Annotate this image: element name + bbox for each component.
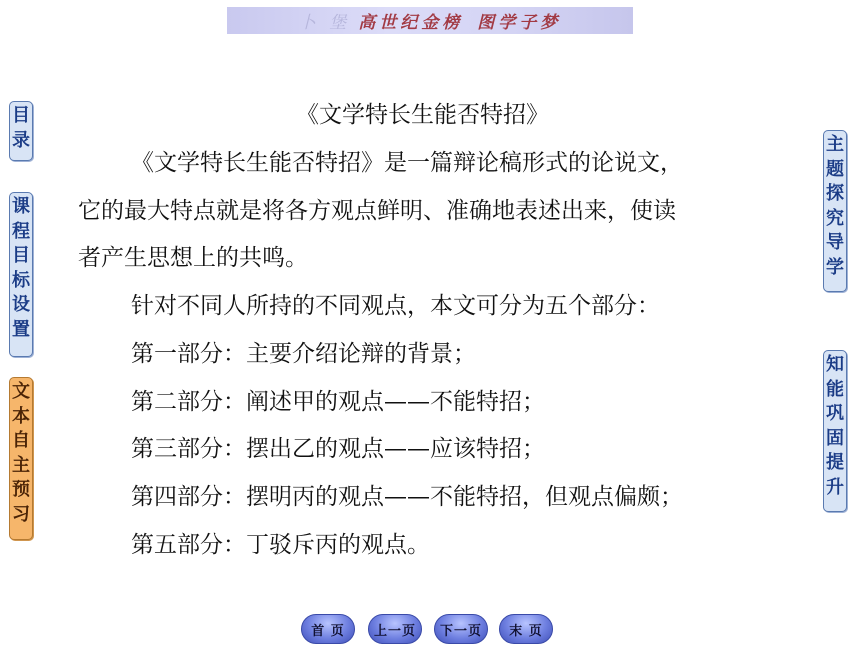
content-line: 第一部分：主要介绍论辩的背景；	[131, 341, 476, 367]
first-page-button[interactable]: 首 页	[301, 614, 355, 644]
nav-tab-topic-inquiry-label: 主 题 探 究 导 学	[826, 134, 844, 278]
nav-tab-text-self-preview-label: 文 本 自 主 预 习	[12, 381, 30, 525]
nav-tab-contents[interactable]	[9, 101, 33, 161]
previous-page-button[interactable]: 上一页	[368, 614, 422, 644]
nav-tab-contents-label: 目 录	[12, 105, 30, 151]
last-page-button[interactable]: 末 页	[499, 614, 553, 644]
content-line: 第四部分：摆明丙的观点——不能特招，但观点偏颇；	[131, 484, 683, 510]
banner-left-glyphs: 卜 堡	[298, 13, 351, 33]
content-line: 第三部分：摆出乙的观点——应该特招；	[131, 436, 545, 462]
content-line: 第二部分：阐述甲的观点——不能特招；	[131, 389, 545, 415]
nav-tab-course-objectives[interactable]	[9, 192, 33, 357]
header-banner	[227, 7, 633, 34]
nav-tab-course-objectives-label: 课 程 目 标 设 置	[12, 196, 30, 340]
banner-title: 高世纪金榜	[358, 13, 464, 33]
content-line: 第五部分：丁驳斥丙的观点。	[131, 532, 430, 558]
banner-subtitle: 图学子梦	[477, 13, 562, 33]
content-title: 《文学特长生能否特招》	[296, 102, 549, 128]
nav-tab-text-self-preview[interactable]	[9, 377, 33, 540]
nav-tab-knowledge-consolidation[interactable]	[823, 350, 847, 512]
nav-tab-knowledge-consolidation-label: 知 能 巩 固 提 升	[826, 354, 844, 498]
content-line: 它的最大特点就是将各方观点鲜明、准确地表述出来，使读	[78, 198, 676, 224]
next-page-button[interactable]: 下一页	[434, 614, 488, 644]
content-line: 者产生思想上的共鸣。	[78, 245, 308, 271]
nav-tab-topic-inquiry[interactable]	[823, 130, 847, 292]
content-line: 针对不同人所持的不同观点，本文可分为五个部分：	[131, 293, 660, 319]
content-line: 《文学特长生能否特招》是一篇辩论稿形式的论说文，	[131, 150, 683, 176]
